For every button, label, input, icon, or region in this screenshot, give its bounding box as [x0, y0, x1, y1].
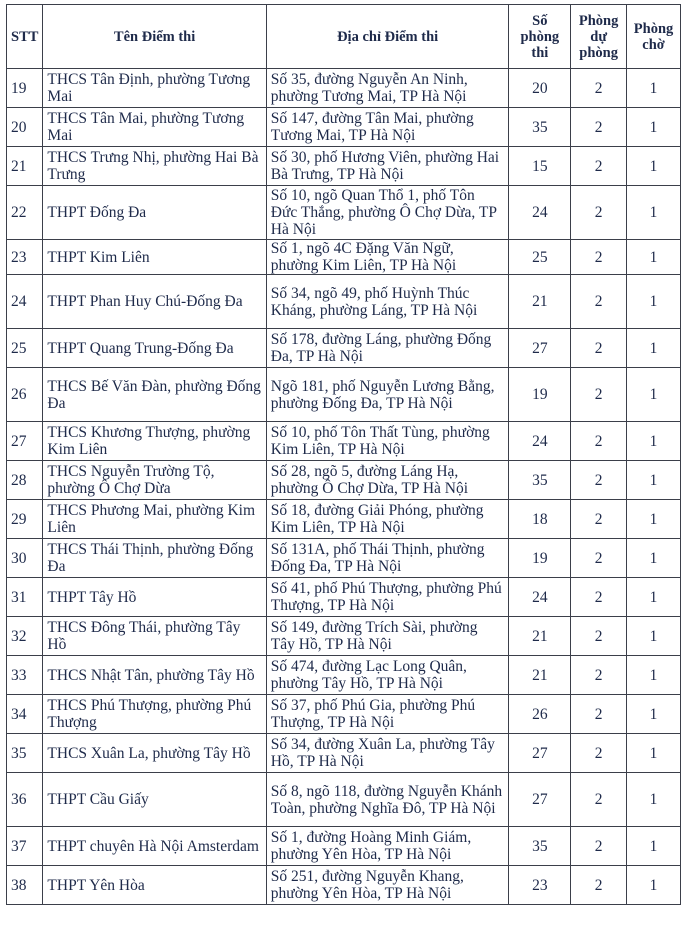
row-site-name: THCS Tân Mai, phường Tương Mai	[43, 108, 266, 147]
table-row	[7, 240, 681, 275]
row-reserve-rooms: 2	[571, 500, 627, 539]
row-stt: 36	[7, 773, 43, 827]
row-room-count: 23	[509, 866, 571, 905]
row-reserve-rooms: 2	[571, 734, 627, 773]
row-stt: 22	[7, 186, 43, 240]
row-site-name: THCS Thái Thịnh, phường Đống Đa	[43, 539, 266, 578]
row-site-address: Ngõ 181, phố Nguyễn Lương Bằng, phường Đống Đa, TP Hà Nội	[266, 368, 509, 422]
row-waiting-rooms: 1	[627, 329, 681, 368]
row-site-name: THCS Nguyễn Trường Tộ, phường Ô Chợ Dừa	[43, 461, 266, 500]
row-site-address: Số 30, phố Hương Viên, phường Hai Bà Trưng, TP Hà Nội	[266, 147, 509, 186]
row-room-count: 15	[509, 147, 571, 186]
header-stt: STT	[7, 5, 43, 69]
row-site-name: THCS Bế Văn Đàn, phường Đống Đa	[43, 368, 266, 422]
row-stt: 21	[7, 147, 43, 186]
row-site-address: Số 147, đường Tân Mai, phường Tương Mai, TP Hà Nội	[266, 108, 509, 147]
row-site-name: THCS Phương Mai, phường Kim Liên	[43, 500, 266, 539]
row-room-count: 24	[509, 578, 571, 617]
table-row	[7, 617, 681, 656]
table-row	[7, 656, 681, 695]
row-reserve-rooms: 2	[571, 617, 627, 656]
table-row	[7, 69, 681, 108]
table-row	[7, 147, 681, 186]
header-name: Tên Điểm thi	[43, 5, 266, 69]
header-waiting: Phòng chờ	[627, 5, 681, 69]
row-site-address: Số 131A, phố Thái Thịnh, phường Đống Đa, TP Hà Nội	[266, 539, 509, 578]
row-waiting-rooms: 1	[627, 695, 681, 734]
row-reserve-rooms: 2	[571, 578, 627, 617]
row-waiting-rooms: 1	[627, 186, 681, 240]
row-site-address: Số 35, đường Nguyễn An Ninh, phường Tương Mai, TP Hà Nội	[266, 69, 509, 108]
row-reserve-rooms: 2	[571, 147, 627, 186]
row-waiting-rooms: 1	[627, 656, 681, 695]
row-reserve-rooms: 2	[571, 69, 627, 108]
row-reserve-rooms: 2	[571, 866, 627, 905]
table-row	[7, 734, 681, 773]
row-room-count: 20	[509, 69, 571, 108]
row-room-count: 35	[509, 827, 571, 866]
row-site-address: Số 37, phố Phú Gia, phường Phú Thượng, TP Hà Nội	[266, 695, 509, 734]
row-room-count: 21	[509, 275, 571, 329]
row-room-count: 35	[509, 461, 571, 500]
row-site-name: THPT chuyên Hà Nội Amsterdam	[43, 827, 266, 866]
row-reserve-rooms: 2	[571, 329, 627, 368]
row-waiting-rooms: 1	[627, 578, 681, 617]
row-site-name: THPT Phan Huy Chú-Đống Đa	[43, 275, 266, 329]
row-room-count: 35	[509, 108, 571, 147]
row-site-name: THCS Xuân La, phường Tây Hồ	[43, 734, 266, 773]
row-stt: 23	[7, 240, 43, 275]
row-reserve-rooms: 2	[571, 773, 627, 827]
row-stt: 33	[7, 656, 43, 695]
row-reserve-rooms: 2	[571, 240, 627, 275]
row-waiting-rooms: 1	[627, 147, 681, 186]
row-site-address: Số 18, đường Giải Phóng, phường Kim Liên, TP Hà Nội	[266, 500, 509, 539]
row-stt: 37	[7, 827, 43, 866]
table-row	[7, 866, 681, 905]
row-waiting-rooms: 1	[627, 108, 681, 147]
row-site-name: THCS Khương Thượng, phường Kim Liên	[43, 422, 266, 461]
row-reserve-rooms: 2	[571, 827, 627, 866]
row-site-address: Số 34, đường Xuân La, phường Tây Hồ, TP Hà Nội	[266, 734, 509, 773]
row-site-name: THPT Kim Liên	[43, 240, 266, 275]
row-stt: 32	[7, 617, 43, 656]
row-waiting-rooms: 1	[627, 275, 681, 329]
row-reserve-rooms: 2	[571, 461, 627, 500]
row-stt: 30	[7, 539, 43, 578]
row-waiting-rooms: 1	[627, 69, 681, 108]
row-stt: 35	[7, 734, 43, 773]
row-waiting-rooms: 1	[627, 773, 681, 827]
row-reserve-rooms: 2	[571, 368, 627, 422]
row-site-address: Số 8, ngõ 118, đường Nguyễn Khánh Toàn, phường Nghĩa Đô, TP Hà Nội	[266, 773, 509, 827]
row-waiting-rooms: 1	[627, 539, 681, 578]
table-row	[7, 773, 681, 827]
row-site-name: THPT Yên Hòa	[43, 866, 266, 905]
row-site-name: THCS Đông Thái, phường Tây Hồ	[43, 617, 266, 656]
row-room-count: 27	[509, 329, 571, 368]
row-site-address: Số 178, đường Láng, phường Đống Đa, TP Hà Nội	[266, 329, 509, 368]
row-room-count: 24	[509, 186, 571, 240]
row-room-count: 27	[509, 773, 571, 827]
row-site-name: THCS Phú Thượng, phường Phú Thượng	[43, 695, 266, 734]
row-site-name: THPT Đống Đa	[43, 186, 266, 240]
table-row	[7, 422, 681, 461]
row-reserve-rooms: 2	[571, 695, 627, 734]
row-site-name: THCS Tân Định, phường Tương Mai	[43, 69, 266, 108]
table-row	[7, 368, 681, 422]
table-row	[7, 108, 681, 147]
row-room-count: 19	[509, 368, 571, 422]
row-site-address: Số 10, phố Tôn Thất Tùng, phường Kim Liên, TP Hà Nội	[266, 422, 509, 461]
row-reserve-rooms: 2	[571, 275, 627, 329]
row-room-count: 21	[509, 617, 571, 656]
row-reserve-rooms: 2	[571, 656, 627, 695]
row-waiting-rooms: 1	[627, 866, 681, 905]
row-site-name: THCS Trưng Nhị, phường Hai Bà Trưng	[43, 147, 266, 186]
table-row	[7, 827, 681, 866]
row-site-address: Số 474, đường Lạc Long Quân, phường Tây Hồ, TP Hà Nội	[266, 656, 509, 695]
table-row	[7, 186, 681, 240]
table-row	[7, 695, 681, 734]
row-site-address: Số 10, ngõ Quan Thổ 1, phố Tôn Đức Thắng, phường Ô Chợ Dừa, TP Hà Nội	[266, 186, 509, 240]
row-room-count: 19	[509, 539, 571, 578]
row-stt: 20	[7, 108, 43, 147]
row-stt: 38	[7, 866, 43, 905]
row-room-count: 18	[509, 500, 571, 539]
row-site-name: THPT Quang Trung-Đống Đa	[43, 329, 266, 368]
row-room-count: 26	[509, 695, 571, 734]
table-row	[7, 461, 681, 500]
row-room-count: 27	[509, 734, 571, 773]
header-address: Địa chỉ Điểm thi	[266, 5, 509, 69]
row-site-name: THCS Nhật Tân, phường Tây Hồ	[43, 656, 266, 695]
row-stt: 25	[7, 329, 43, 368]
row-site-address: Số 28, ngõ 5, đường Láng Hạ, phường Ô Chợ Dừa, TP Hà Nội	[266, 461, 509, 500]
table-row	[7, 539, 681, 578]
row-stt: 34	[7, 695, 43, 734]
row-site-name: THPT Tây Hồ	[43, 578, 266, 617]
row-waiting-rooms: 1	[627, 500, 681, 539]
row-site-address: Số 41, phố Phú Thượng, phường Phú Thượng, TP Hà Nội	[266, 578, 509, 617]
row-waiting-rooms: 1	[627, 617, 681, 656]
table-row	[7, 500, 681, 539]
row-room-count: 25	[509, 240, 571, 275]
table-row	[7, 329, 681, 368]
table-header-row	[7, 5, 681, 69]
header-rooms: Số phòng thi	[509, 5, 571, 69]
row-room-count: 21	[509, 656, 571, 695]
row-stt: 29	[7, 500, 43, 539]
row-waiting-rooms: 1	[627, 240, 681, 275]
row-reserve-rooms: 2	[571, 108, 627, 147]
row-waiting-rooms: 1	[627, 734, 681, 773]
exam-site-table-page	[6, 4, 681, 905]
row-stt: 28	[7, 461, 43, 500]
row-site-address: Số 1, ngõ 4C Đặng Văn Ngữ, phường Kim Liên, TP Hà Nội	[266, 240, 509, 275]
row-reserve-rooms: 2	[571, 186, 627, 240]
exam-site-table	[6, 4, 681, 905]
table-row	[7, 275, 681, 329]
row-reserve-rooms: 2	[571, 539, 627, 578]
row-waiting-rooms: 1	[627, 368, 681, 422]
row-waiting-rooms: 1	[627, 461, 681, 500]
row-site-name: THPT Cầu Giấy	[43, 773, 266, 827]
row-stt: 31	[7, 578, 43, 617]
row-stt: 19	[7, 69, 43, 108]
row-waiting-rooms: 1	[627, 827, 681, 866]
row-site-address: Số 251, đường Nguyễn Khang, phường Yên Hòa, TP Hà Nội	[266, 866, 509, 905]
table-row	[7, 578, 681, 617]
row-stt: 27	[7, 422, 43, 461]
row-stt: 24	[7, 275, 43, 329]
row-reserve-rooms: 2	[571, 422, 627, 461]
row-stt: 26	[7, 368, 43, 422]
header-reserve: Phòng dự phòng	[571, 5, 627, 69]
row-waiting-rooms: 1	[627, 422, 681, 461]
row-site-address: Số 1, đường Hoàng Minh Giám, phường Yên Hòa, TP Hà Nội	[266, 827, 509, 866]
row-room-count: 24	[509, 422, 571, 461]
table-body	[7, 69, 681, 905]
row-site-address: Số 34, ngõ 49, phố Huỳnh Thúc Kháng, phường Láng, TP Hà Nội	[266, 275, 509, 329]
row-site-address: Số 149, đường Trích Sài, phường Tây Hồ, TP Hà Nội	[266, 617, 509, 656]
